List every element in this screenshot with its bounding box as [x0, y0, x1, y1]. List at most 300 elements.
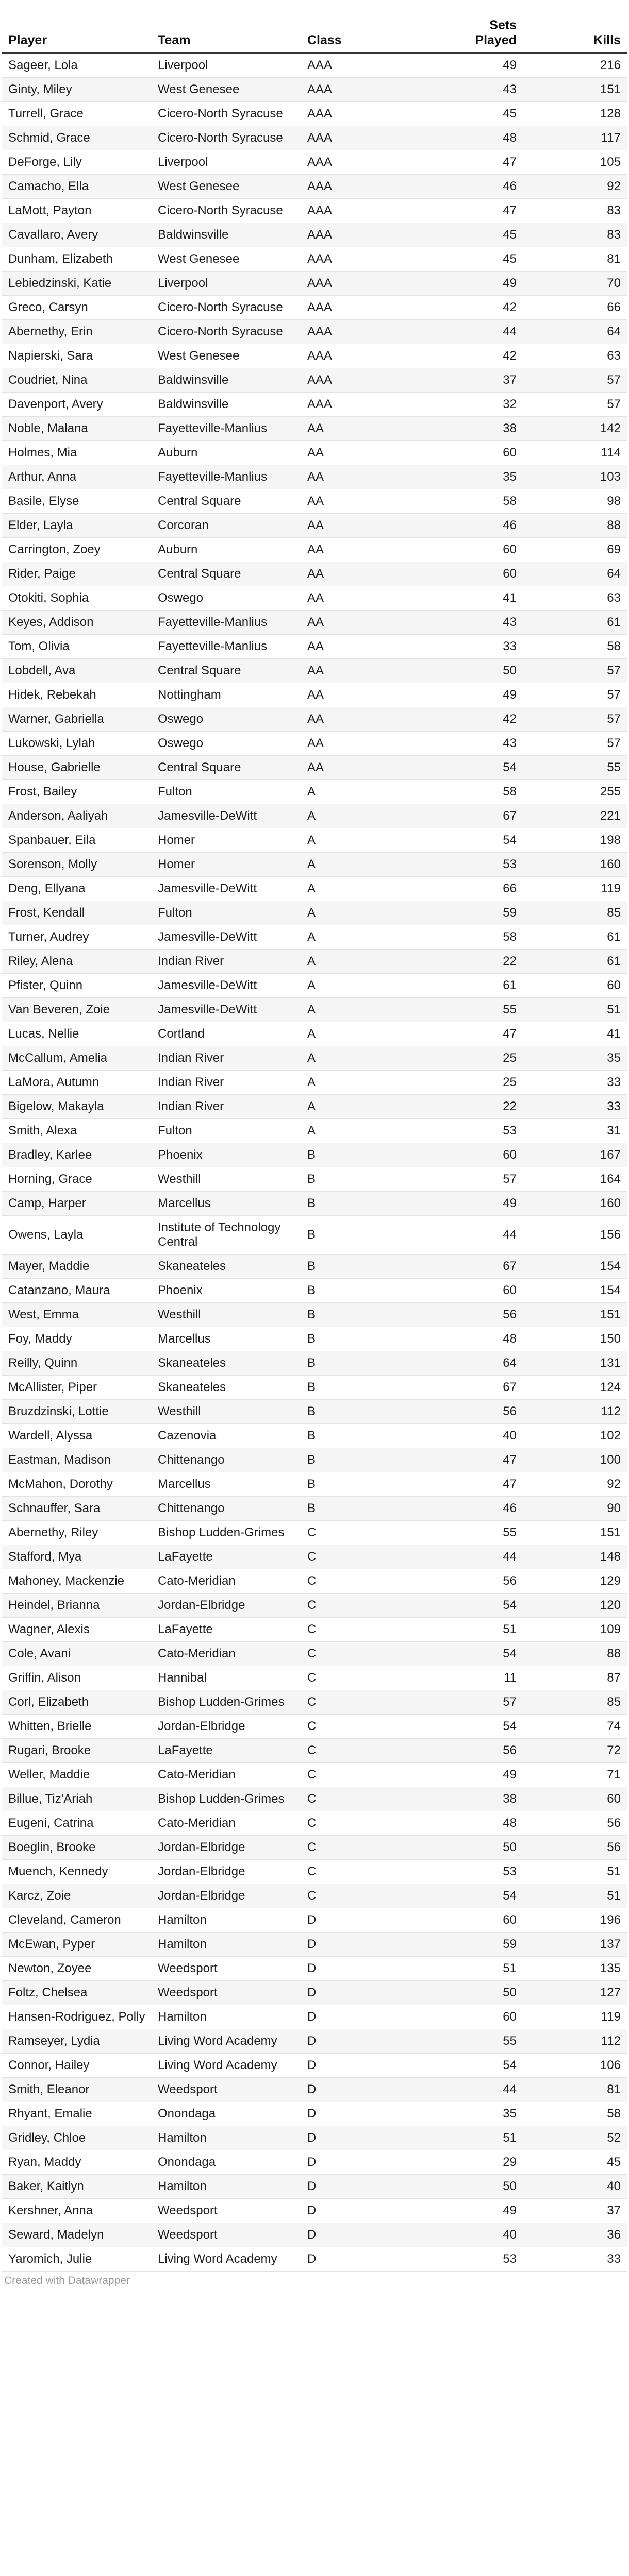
table-row — [2, 973, 627, 997]
team-cell: Liverpool — [152, 150, 301, 174]
kills-cell: 83 — [523, 198, 627, 223]
team-cell: Indian River — [152, 1070, 301, 1094]
player-cell: McEwan, Pyper — [2, 1932, 152, 1956]
kills-cell: 69 — [523, 537, 627, 562]
table-row — [2, 1070, 627, 1094]
kills-cell: 150 — [523, 1327, 627, 1351]
sets-played-cell: 49 — [445, 53, 523, 77]
table-row — [2, 1351, 627, 1375]
class-cell: AA — [301, 658, 445, 683]
class-cell: C — [301, 1593, 445, 1617]
class-cell: AA — [301, 586, 445, 610]
kills-cell: 92 — [523, 1472, 627, 1496]
kills-cell: 33 — [523, 1094, 627, 1118]
player-cell: Tom, Olivia — [2, 634, 152, 658]
player-cell: Davenport, Avery — [2, 392, 152, 416]
sets-played-cell: 46 — [445, 513, 523, 537]
kills-cell: 81 — [523, 247, 627, 271]
table-row — [2, 876, 627, 901]
table-row — [2, 271, 627, 295]
player-cell: Keyes, Addison — [2, 610, 152, 634]
class-cell: B — [301, 1448, 445, 1472]
team-cell: Living Word Academy — [152, 2247, 301, 2271]
table-row — [2, 101, 627, 126]
team-cell: Central Square — [152, 489, 301, 513]
kills-cell: 57 — [523, 683, 627, 707]
kills-cell: 61 — [523, 949, 627, 973]
sets-played-cell: 58 — [445, 779, 523, 804]
sets-played-cell: 56 — [445, 1399, 523, 1423]
player-cell: McMahon, Dorothy — [2, 1472, 152, 1496]
kills-cell: 88 — [523, 513, 627, 537]
sets-played-cell: 59 — [445, 901, 523, 925]
kills-cell: 88 — [523, 1641, 627, 1666]
player-cell: LaMott, Payton — [2, 198, 152, 223]
class-cell: AA — [301, 562, 445, 586]
player-cell: Yaromich, Julie — [2, 2247, 152, 2271]
team-cell: West Genesee — [152, 247, 301, 271]
kills-cell: 74 — [523, 1714, 627, 1738]
table-row — [2, 562, 627, 586]
attribution-footer[interactable]: Created with Datawrapper — [4, 2274, 130, 2286]
player-cell: Foltz, Chelsea — [2, 1980, 152, 2005]
player-cell: Sorenson, Molly — [2, 852, 152, 876]
team-cell: Hamilton — [152, 2126, 301, 2150]
table-row — [2, 1908, 627, 1932]
kills-cell: 114 — [523, 440, 627, 465]
kills-cell: 103 — [523, 465, 627, 489]
table-row — [2, 1787, 627, 1811]
sets-played-cell: 44 — [445, 1215, 523, 1254]
table-row — [2, 489, 627, 513]
sets-played-cell: 61 — [445, 973, 523, 997]
player-cell: Dunham, Elizabeth — [2, 247, 152, 271]
team-cell: Fulton — [152, 901, 301, 925]
class-cell: B — [301, 1351, 445, 1375]
kills-cell: 66 — [523, 295, 627, 319]
class-cell: A — [301, 1118, 445, 1143]
class-cell: AAA — [301, 247, 445, 271]
team-cell: Hannibal — [152, 1666, 301, 1690]
kills-cell: 196 — [523, 1908, 627, 1932]
table-row — [2, 1835, 627, 1859]
class-cell: D — [301, 2126, 445, 2150]
table-row — [2, 295, 627, 319]
class-cell: AA — [301, 707, 445, 731]
team-cell: Baldwinsville — [152, 392, 301, 416]
kills-cell: 85 — [523, 1690, 627, 1714]
sets-played-cell: 60 — [445, 1143, 523, 1167]
table-row — [2, 586, 627, 610]
sets-played-cell: 55 — [445, 1520, 523, 1545]
table-row — [2, 779, 627, 804]
class-cell: D — [301, 2223, 445, 2247]
class-cell: B — [301, 1278, 445, 1302]
kills-cell: 56 — [523, 1835, 627, 1859]
table-row — [2, 1215, 627, 1254]
team-cell: Chittenango — [152, 1448, 301, 1472]
kills-cell: 33 — [523, 2247, 627, 2271]
table-row — [2, 1859, 627, 1884]
column-header-sets-played[interactable]: Sets Played — [445, 0, 523, 53]
player-cell: Bruzdzinski, Lottie — [2, 1399, 152, 1423]
player-cell: Turrell, Grace — [2, 101, 152, 126]
player-cell: West, Emma — [2, 1302, 152, 1327]
sets-played-cell: 59 — [445, 1932, 523, 1956]
team-cell: Hamilton — [152, 1908, 301, 1932]
sets-played-cell: 48 — [445, 1811, 523, 1835]
table-row — [2, 901, 627, 925]
player-cell: Baker, Kaitlyn — [2, 2174, 152, 2198]
kills-cell: 124 — [523, 1375, 627, 1399]
table-row — [2, 1593, 627, 1617]
player-cell: Connor, Hailey — [2, 2053, 152, 2077]
kills-cell: 164 — [523, 1167, 627, 1191]
kills-cell: 216 — [523, 53, 627, 77]
table-row — [2, 416, 627, 440]
sets-played-cell: 48 — [445, 1327, 523, 1351]
team-cell: Westhill — [152, 1167, 301, 1191]
player-cell: Wagner, Alexis — [2, 1617, 152, 1641]
player-cell: Turner, Audrey — [2, 925, 152, 949]
sets-played-cell: 41 — [445, 586, 523, 610]
team-cell: Institute of Technology Central — [152, 1215, 301, 1254]
team-cell: Fulton — [152, 779, 301, 804]
table-row — [2, 828, 627, 852]
sets-played-cell: 44 — [445, 1545, 523, 1569]
table-row — [2, 852, 627, 876]
player-cell: Napierski, Sara — [2, 344, 152, 368]
kills-cell: 56 — [523, 1811, 627, 1835]
kills-cell: 129 — [523, 1569, 627, 1593]
table-row — [2, 610, 627, 634]
sets-played-cell: 33 — [445, 634, 523, 658]
table-row — [2, 2005, 627, 2029]
column-header-player[interactable]: Player — [2, 0, 152, 53]
class-cell: D — [301, 2174, 445, 2198]
class-cell: C — [301, 1714, 445, 1738]
sets-played-cell: 67 — [445, 804, 523, 828]
kills-cell: 119 — [523, 2005, 627, 2029]
table-row — [2, 2126, 627, 2150]
team-cell: Baldwinsville — [152, 368, 301, 392]
class-cell: A — [301, 1046, 445, 1070]
player-cell: Ryan, Maddy — [2, 2150, 152, 2174]
team-cell: Marcellus — [152, 1191, 301, 1215]
player-cell: Boeglin, Brooke — [2, 1835, 152, 1859]
class-cell: A — [301, 828, 445, 852]
sets-played-cell: 35 — [445, 465, 523, 489]
class-cell: D — [301, 2029, 445, 2053]
class-cell: AAA — [301, 295, 445, 319]
class-cell: AAA — [301, 126, 445, 150]
class-cell: D — [301, 2198, 445, 2223]
kills-cell: 112 — [523, 1399, 627, 1423]
table-row — [2, 1884, 627, 1908]
kills-cell: 58 — [523, 2102, 627, 2126]
team-cell: Skaneateles — [152, 1351, 301, 1375]
sets-played-cell: 56 — [445, 1569, 523, 1593]
player-cell: Mahoney, Mackenzie — [2, 1569, 152, 1593]
sets-played-cell: 42 — [445, 295, 523, 319]
team-cell: Onondaga — [152, 2150, 301, 2174]
team-cell: Fayetteville-Manlius — [152, 610, 301, 634]
table-row — [2, 2247, 627, 2271]
kills-cell: 45 — [523, 2150, 627, 2174]
team-cell: Corcoran — [152, 513, 301, 537]
class-cell: AAA — [301, 223, 445, 247]
sets-played-cell: 60 — [445, 440, 523, 465]
team-cell: Weedsport — [152, 1980, 301, 2005]
team-cell: Westhill — [152, 1302, 301, 1327]
team-cell: Cato-Meridian — [152, 1569, 301, 1593]
sets-played-cell: 43 — [445, 731, 523, 755]
team-cell: Jamesville-DeWitt — [152, 925, 301, 949]
kills-cell: 52 — [523, 2126, 627, 2150]
kills-cell: 156 — [523, 1215, 627, 1254]
kills-cell: 160 — [523, 852, 627, 876]
player-cell: House, Gabrielle — [2, 755, 152, 779]
team-cell: Jamesville-DeWitt — [152, 876, 301, 901]
player-cell: Otokiti, Sophia — [2, 586, 152, 610]
class-cell: C — [301, 1545, 445, 1569]
class-cell: B — [301, 1167, 445, 1191]
sets-played-cell: 45 — [445, 247, 523, 271]
class-cell: D — [301, 1956, 445, 1980]
sets-played-cell: 51 — [445, 1617, 523, 1641]
table-row — [2, 537, 627, 562]
team-cell: Cicero-North Syracuse — [152, 198, 301, 223]
table-row — [2, 949, 627, 973]
class-cell: C — [301, 1738, 445, 1762]
sets-played-cell: 49 — [445, 683, 523, 707]
class-cell: AAA — [301, 344, 445, 368]
sets-played-cell: 54 — [445, 1641, 523, 1666]
team-cell: Jordan-Elbridge — [152, 1714, 301, 1738]
player-cell: Corl, Elizabeth — [2, 1690, 152, 1714]
player-cell: Rider, Paige — [2, 562, 152, 586]
player-cell: Frost, Kendall — [2, 901, 152, 925]
team-cell: Liverpool — [152, 53, 301, 77]
player-cell: Frost, Bailey — [2, 779, 152, 804]
kills-cell: 51 — [523, 1859, 627, 1884]
player-cell: Bradley, Karlee — [2, 1143, 152, 1167]
table-row — [2, 1569, 627, 1593]
sets-played-cell: 57 — [445, 1690, 523, 1714]
kills-cell: 167 — [523, 1143, 627, 1167]
kills-cell: 51 — [523, 1884, 627, 1908]
player-cell: Rhyant, Emalie — [2, 2102, 152, 2126]
team-cell: Living Word Academy — [152, 2029, 301, 2053]
team-cell: Homer — [152, 828, 301, 852]
kills-cell: 35 — [523, 1046, 627, 1070]
player-cell: Smith, Alexa — [2, 1118, 152, 1143]
sets-played-cell: 44 — [445, 2077, 523, 2102]
class-cell: AA — [301, 731, 445, 755]
team-cell: Phoenix — [152, 1143, 301, 1167]
player-cell: Basile, Elyse — [2, 489, 152, 513]
class-cell: C — [301, 1835, 445, 1859]
team-cell: Cicero-North Syracuse — [152, 101, 301, 126]
class-cell: B — [301, 1191, 445, 1215]
team-cell: Skaneateles — [152, 1254, 301, 1278]
sets-played-cell: 56 — [445, 1738, 523, 1762]
kills-cell: 37 — [523, 2198, 627, 2223]
sets-played-cell: 66 — [445, 876, 523, 901]
team-cell: Jordan-Elbridge — [152, 1884, 301, 1908]
player-cell: Holmes, Mia — [2, 440, 152, 465]
kills-cell: 60 — [523, 1787, 627, 1811]
sets-played-cell: 54 — [445, 2053, 523, 2077]
class-cell: AA — [301, 537, 445, 562]
player-cell: Schmid, Grace — [2, 126, 152, 150]
class-cell: C — [301, 1641, 445, 1666]
kills-cell: 61 — [523, 610, 627, 634]
player-cell: Abernethy, Erin — [2, 319, 152, 344]
player-cell: Whitten, Brielle — [2, 1714, 152, 1738]
sets-played-cell: 42 — [445, 344, 523, 368]
sets-played-cell: 55 — [445, 997, 523, 1022]
kills-cell: 112 — [523, 2029, 627, 2053]
class-cell: C — [301, 1884, 445, 1908]
player-cell: Billue, Tiz'Ariah — [2, 1787, 152, 1811]
sets-played-cell: 38 — [445, 416, 523, 440]
team-cell: Jordan-Elbridge — [152, 1859, 301, 1884]
table-row — [2, 2223, 627, 2247]
table-body — [2, 53, 627, 2271]
player-cell: McAllister, Piper — [2, 1375, 152, 1399]
team-cell: West Genesee — [152, 77, 301, 101]
table-row — [2, 997, 627, 1022]
team-cell: Living Word Academy — [152, 2053, 301, 2077]
team-cell: Onondaga — [152, 2102, 301, 2126]
column-header-team[interactable]: Team — [152, 0, 301, 53]
table-row — [2, 174, 627, 198]
class-cell: A — [301, 1022, 445, 1046]
class-cell: C — [301, 1569, 445, 1593]
team-cell: Nottingham — [152, 683, 301, 707]
player-cell: Lebiedzinski, Katie — [2, 271, 152, 295]
player-cell: Reilly, Quinn — [2, 1351, 152, 1375]
sets-played-cell: 35 — [445, 2102, 523, 2126]
player-cell: Lobdell, Ava — [2, 658, 152, 683]
team-cell: Marcellus — [152, 1327, 301, 1351]
sets-played-cell: 43 — [445, 77, 523, 101]
player-cell: Schnauffer, Sara — [2, 1496, 152, 1520]
sets-played-cell: 50 — [445, 1980, 523, 2005]
table-row — [2, 1690, 627, 1714]
table-row — [2, 1327, 627, 1351]
team-cell: Cortland — [152, 1022, 301, 1046]
sets-played-cell: 37 — [445, 368, 523, 392]
team-cell: LaFayette — [152, 1738, 301, 1762]
kills-cell: 57 — [523, 731, 627, 755]
team-cell: Oswego — [152, 586, 301, 610]
kills-cell: 255 — [523, 779, 627, 804]
sets-played-cell: 22 — [445, 1094, 523, 1118]
table-row — [2, 2174, 627, 2198]
player-cell: Griffin, Alison — [2, 1666, 152, 1690]
class-cell: C — [301, 1690, 445, 1714]
column-header-kills[interactable]: Kills — [523, 0, 627, 53]
table-row — [2, 1811, 627, 1835]
class-cell: B — [301, 1423, 445, 1448]
sets-played-cell: 45 — [445, 223, 523, 247]
kills-cell: 131 — [523, 1351, 627, 1375]
sets-played-cell: 46 — [445, 174, 523, 198]
player-cell: Hansen-Rodriguez, Polly — [2, 2005, 152, 2029]
table-row — [2, 925, 627, 949]
player-cell: Anderson, Aaliyah — [2, 804, 152, 828]
kills-cell: 127 — [523, 1980, 627, 2005]
player-cell: Bigelow, Makayla — [2, 1094, 152, 1118]
player-cell: Lukowski, Lylah — [2, 731, 152, 755]
sets-played-cell: 58 — [445, 925, 523, 949]
team-cell: Fayetteville-Manlius — [152, 634, 301, 658]
player-cell: Camacho, Ella — [2, 174, 152, 198]
team-cell: Cato-Meridian — [152, 1641, 301, 1666]
player-cell: Coudriet, Nina — [2, 368, 152, 392]
sets-played-cell: 60 — [445, 2005, 523, 2029]
team-cell: Weedsport — [152, 2198, 301, 2223]
table-row — [2, 1738, 627, 1762]
sets-played-cell: 44 — [445, 319, 523, 344]
class-cell: B — [301, 1327, 445, 1351]
sets-played-cell: 49 — [445, 1191, 523, 1215]
class-cell: AA — [301, 465, 445, 489]
class-cell: B — [301, 1215, 445, 1254]
team-cell: Jordan-Elbridge — [152, 1835, 301, 1859]
class-cell: AAA — [301, 101, 445, 126]
table-row — [2, 1956, 627, 1980]
kills-cell: 51 — [523, 997, 627, 1022]
class-cell: B — [301, 1496, 445, 1520]
player-cell: Foy, Maddy — [2, 1327, 152, 1351]
team-cell: West Genesee — [152, 344, 301, 368]
sets-played-cell: 46 — [445, 1496, 523, 1520]
sets-played-cell: 47 — [445, 150, 523, 174]
column-header-class[interactable]: Class — [301, 0, 445, 53]
kills-cell: 58 — [523, 634, 627, 658]
class-cell: C — [301, 1617, 445, 1641]
table-row — [2, 1714, 627, 1738]
table-row — [2, 2077, 627, 2102]
table-row — [2, 1046, 627, 1070]
sets-played-cell: 51 — [445, 2126, 523, 2150]
kills-cell: 40 — [523, 2174, 627, 2198]
kills-cell: 81 — [523, 2077, 627, 2102]
kills-cell: 148 — [523, 1545, 627, 1569]
player-cell: Stafford, Mya — [2, 1545, 152, 1569]
team-cell: Auburn — [152, 440, 301, 465]
sets-played-cell: 32 — [445, 392, 523, 416]
class-cell: C — [301, 1666, 445, 1690]
kills-cell: 154 — [523, 1254, 627, 1278]
team-cell: Skaneateles — [152, 1375, 301, 1399]
kills-cell: 61 — [523, 925, 627, 949]
player-cell: Weller, Maddie — [2, 1762, 152, 1787]
sets-played-cell: 51 — [445, 1956, 523, 1980]
table-row — [2, 658, 627, 683]
class-cell: D — [301, 2005, 445, 2029]
class-cell: B — [301, 1254, 445, 1278]
kills-cell: 106 — [523, 2053, 627, 2077]
table-row — [2, 683, 627, 707]
table-row — [2, 1254, 627, 1278]
sets-played-cell: 54 — [445, 1714, 523, 1738]
class-cell: A — [301, 852, 445, 876]
player-cell: Pfister, Quinn — [2, 973, 152, 997]
